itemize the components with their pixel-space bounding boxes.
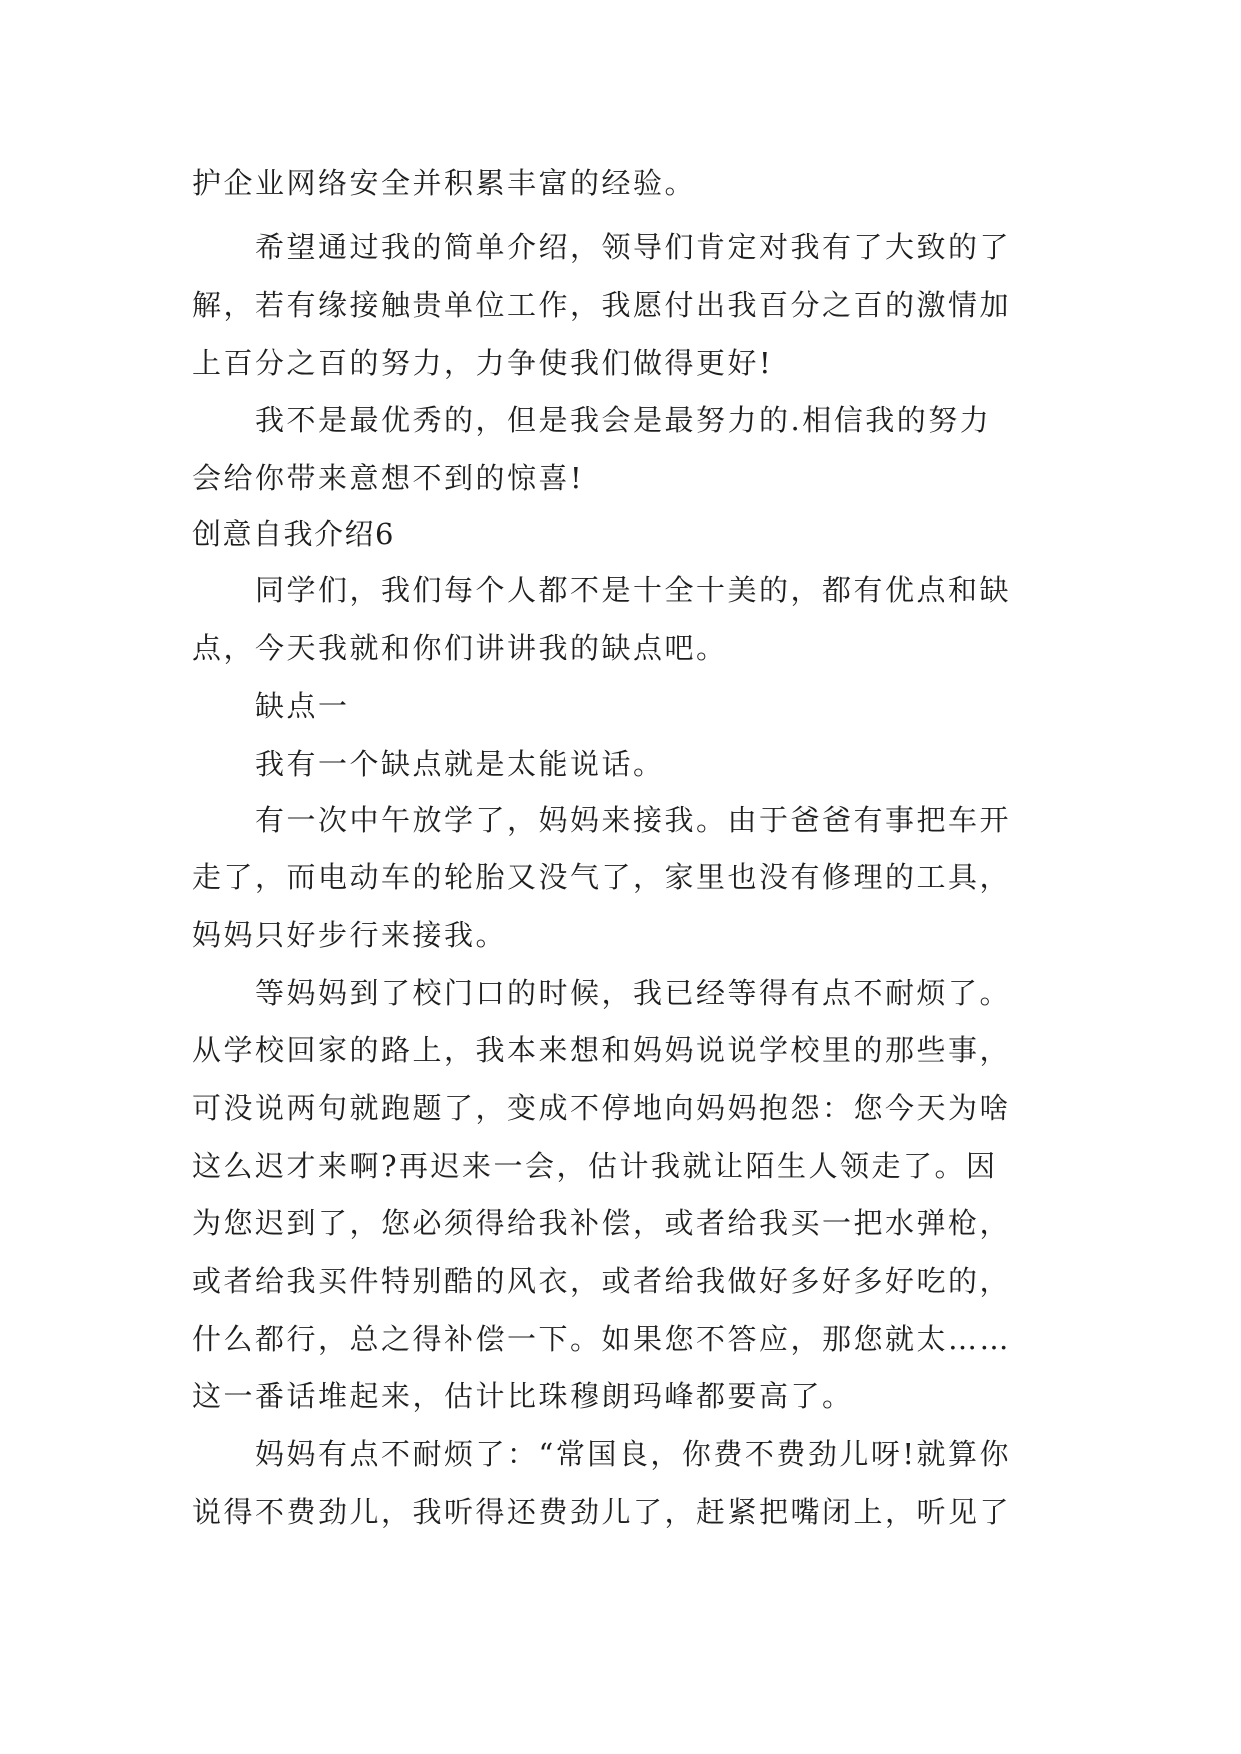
paragraph-first-line: 我有一个缺点就是太能说话。 bbox=[255, 747, 665, 781]
paragraph-first-line: 有一次中午放学了，妈妈来接我。由于爸爸有事把车开 bbox=[255, 803, 1012, 837]
paragraph-first-line: 妈妈有点不耐烦了：“常国良，你费不费劲儿呀!就算你 bbox=[255, 1437, 1011, 1471]
text-line: 这一番话堆起来，估计比珠穆朗玛峰都要高了。 bbox=[192, 1379, 854, 1413]
text-line: 从学校回家的路上，我本来想和妈妈说说学校里的那些事， bbox=[192, 1033, 1012, 1067]
section-heading: 创意自我介绍6 bbox=[192, 517, 395, 551]
subheading: 缺点一 bbox=[255, 689, 350, 723]
text-line: 上百分之百的努力，力争使我们做得更好! bbox=[192, 346, 774, 380]
paragraph-first-line: 等妈妈到了校门口的时候，我已经等得有点不耐烦了。 bbox=[255, 976, 1012, 1010]
text-line: 说得不费劲儿，我听得还费劲儿了，赶紧把嘴闭上，听见了 bbox=[192, 1495, 1012, 1529]
text-line: 走了，而电动车的轮胎又没气了，家里也没有修理的工具， bbox=[192, 860, 1012, 894]
text-line: 或者给我买件特别酷的风衣，或者给我做好多好多好吃的， bbox=[192, 1264, 1012, 1298]
text-line: 护企业网络安全并积累丰富的经验。 bbox=[192, 166, 697, 200]
text-line: 解，若有缘接触贵单位工作，我愿付出我百分之百的激情加 bbox=[192, 288, 1012, 322]
text-line: 妈妈只好步行来接我。 bbox=[192, 918, 508, 952]
paragraph-first-line: 同学们，我们每个人都不是十全十美的，都有优点和缺 bbox=[255, 573, 1012, 607]
text-line: 会给你带来意想不到的惊喜! bbox=[192, 461, 585, 495]
text-line: 为您迟到了，您必须得给我补偿，或者给我买一把水弹枪， bbox=[192, 1206, 1012, 1240]
paragraph-first-line: 我不是最优秀的，但是我会是最努力的.相信我的努力 bbox=[255, 403, 992, 437]
paragraph-first-line: 希望通过我的简单介绍，领导们肯定对我有了大致的了 bbox=[255, 230, 1012, 264]
text-line: 什么都行，总之得补偿一下。如果您不答应，那您就太…… bbox=[192, 1322, 1012, 1356]
text-line: 可没说两句就跑题了，变成不停地向妈妈抱怨：您今天为啥 bbox=[192, 1091, 1012, 1125]
text-line: 这么迟才来啊?再迟来一会，估计我就让陌生人领走了。因 bbox=[192, 1149, 998, 1183]
text-line: 点，今天我就和你们讲讲我的缺点吧。 bbox=[192, 631, 728, 665]
